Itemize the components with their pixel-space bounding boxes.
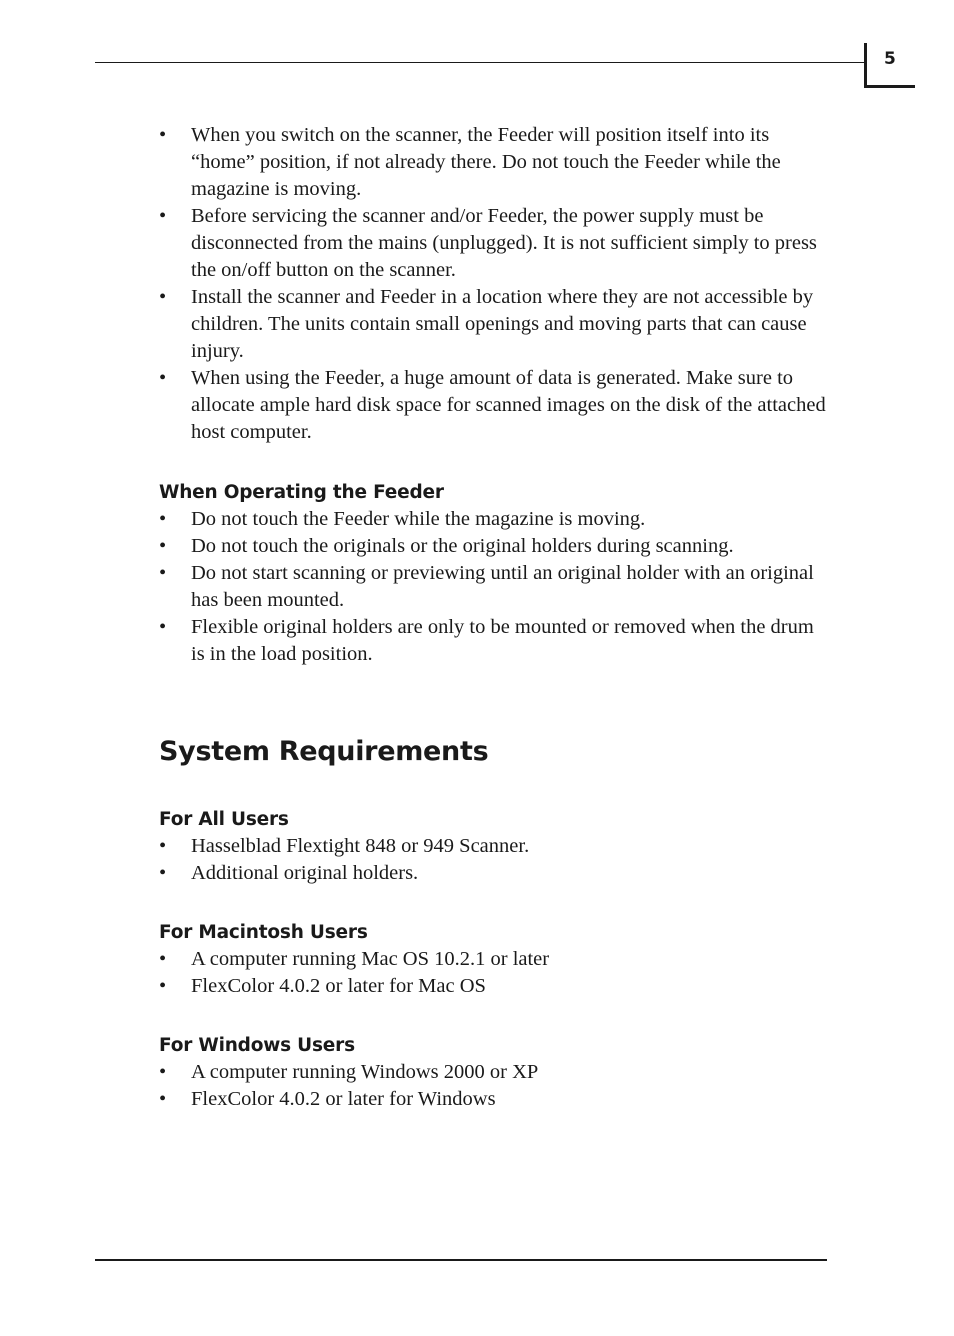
list-item: • When you switch on the scanner, the Feeder will position itself into its “home” position, if not already there. Do not touch the Feeder while the magazine is moving. (159, 122, 831, 203)
list-item: • Hasselblad Flextight 848 or 949 Scanner. (159, 833, 831, 860)
list-item: • A computer running Windows 2000 or XP (159, 1059, 831, 1086)
list-item: • When using the Feeder, a huge amount of data is generated. Make sure to allocate ample hard disk space for scanned images on the disk of the attached host computer. (159, 365, 831, 446)
list-item: • FlexColor 4.0.2 or later for Windows (159, 1086, 831, 1113)
windows-users-heading: For Windows Users (159, 1035, 355, 1056)
list-item: • FlexColor 4.0.2 or later for Mac OS (159, 973, 831, 1000)
footer-rule (95, 1259, 827, 1261)
list-item: • Additional original holders. (159, 860, 831, 887)
all-users-heading: For All Users (159, 809, 289, 830)
operating-bullet-list (159, 506, 831, 668)
page-content (159, 122, 831, 1113)
intro-bullet-list (159, 122, 831, 446)
windows-users-bullet-list (159, 1059, 831, 1113)
all-users-bullet-list (159, 833, 831, 887)
list-item: • Before servicing the scanner and/or Feeder, the power supply must be disconnected from the mains (unplugged). It is not sufficient simply to press the on/off button on the scanner. (159, 203, 831, 284)
page-number: 5 (884, 49, 896, 69)
list-item: • Flexible original holders are only to be mounted or removed when the drum is in the load position. (159, 614, 831, 668)
operating-heading: When Operating the Feeder (159, 482, 444, 503)
system-requirements-heading: System Requirements (159, 736, 489, 767)
mac-users-heading: For Macintosh Users (159, 922, 368, 943)
header-rule (95, 62, 866, 63)
list-item: • Install the scanner and Feeder in a location where they are not accessible by children. The units contain small openings and moving parts that can cause injury. (159, 284, 831, 365)
list-item: • A computer running Mac OS 10.2.1 or later (159, 946, 831, 973)
mac-users-bullet-list (159, 946, 831, 1000)
list-item: • Do not start scanning or previewing until an original holder with an original has been mounted. (159, 560, 831, 614)
list-item: • Do not touch the originals or the original holders during scanning. (159, 533, 831, 560)
list-item: • Do not touch the Feeder while the magazine is moving. (159, 506, 831, 533)
